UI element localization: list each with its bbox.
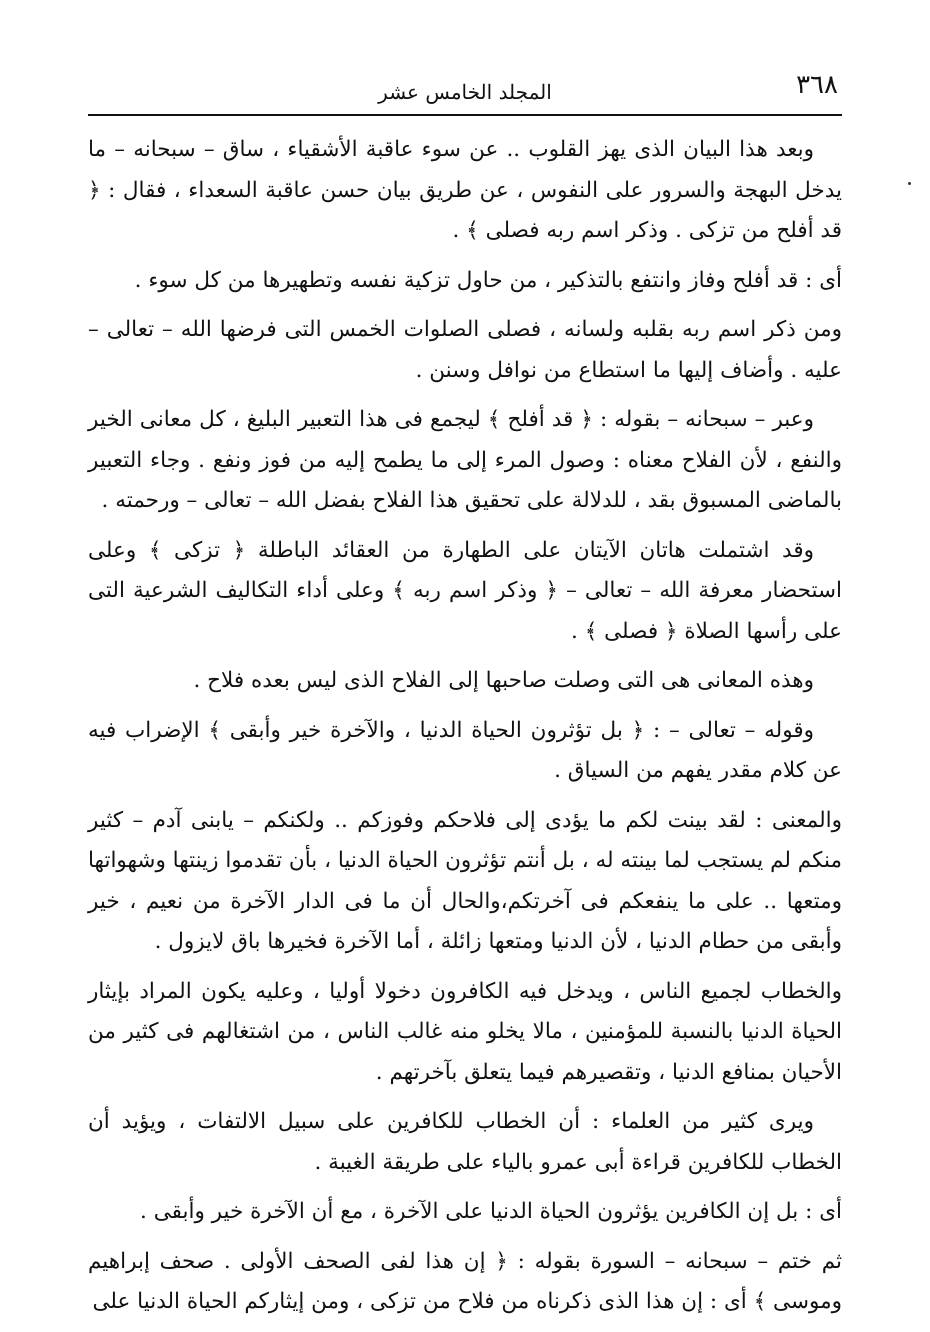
paragraph: ومن ذكر اسم ربه بقلبه ولسانه ، فصلى الصلوات الخمس التى فرضها الله – تعالى – عليه . وأضاف إليها ما استطاع من نوافل وسنن .: [88, 317, 842, 383]
paragraph: وبعد هذا البيان الذى يهز القلوب .. عن سوء عاقبة الأشقياء ، ساق – سبحانه – ما يدخل البهجة والسرور على النفوس ، عن طريق بيان حسن عاقبة السعداء ، فقال : ﴿ قد أفلح من تزكى . وذكر اسم ربه فصلى ﴾ .: [88, 137, 842, 243]
paragraph: ويرى كثير من العلماء : أن الخطاب للكافرين على سبيل الالتفات ، ويؤيد أن الخطاب للكافرين قراءة أبى عمرو بالياء على طريقة الغيبة .: [88, 1109, 842, 1175]
paragraph: وعبر – سبحانه – بقوله : ﴿ قد أفلح ﴾ ليجمع فى هذا التعبير البليغ ، كل معانى الخير والنفع ، لأن الفلاح معناه : وصول المرء إلى ما يطمح إليه من فوز ونفع . وجاء التعبير بالماضى المسبوق بقد ، للدلالة على تحقيق هذا الفلاح بفضل الله – تعالى – ورحمته .: [88, 407, 842, 513]
paragraph: والخطاب لجميع الناس ، ويدخل فيه الكافرون دخولا أوليا ، وعليه يكون المراد بإيثار الحياة الدنيا بالنسبة للمؤمنين ، مالا يخلو منه غالب الناس ، من اشتغالهم فى كثير من الأحيان بمنافع الدنيا ، وتقصيرهم فيما يتعلق بآخرتهم .: [88, 978, 842, 1085]
page-body: [88, 130, 842, 1332]
paragraph: أى : قد أفلح وفاز وانتفع بالتذكير ، من حاول تزكية نفسه وتطهيرها من كل سوء .: [134, 267, 842, 293]
paragraph: ثم ختم – سبحانه – السورة بقوله : ﴿ إن هذا لفى الصحف الأولى . صحف إبراهيم وموسى ﴾ أى : إن هذا الذى ذكرناه من فلاح من تزكى ، ومن إيثاركم الحياة الدنيا على: [88, 1248, 842, 1314]
running-title: المجلد الخامس عشر: [378, 80, 552, 104]
paragraph: والمعنى : لقد بينت لكم ما يؤدى إلى فلاحكم وفوزكم .. ولكنكم – يابنى آدم – كثير منكم لم يستجب لما بينته له ، بل أنتم تؤثرون الحياة الدنيا ، بأن تقدموا زينتها وشهواتها ومتعها .. على ما ينفعكم فى آخرتكم،والحال أن ما فى الدار الآخرة من نعيم ، خير وأبقى من حطام الدنيا ، لأن الدنيا ومتعها زائلة ، أما الآخرة فخيرها باق لايزول .: [88, 807, 842, 954]
page-number: ٣٦٨: [796, 70, 838, 100]
paragraph: وقد اشتملت هاتان الآيتان على الطهارة من العقائد الباطلة ﴿ تزكى ﴾ وعلى استحضار معرفة الله – تعالى – ﴿ وذكر اسم ربه ﴾ وعلى أداء التكاليف الشرعية التى على رأسها الصلاة ﴿ فصلى ﴾ .: [88, 537, 842, 644]
scan-speck: [908, 182, 911, 185]
paragraph: وهذه المعانى هى التى وصلت صاحبها إلى الفلاح الذى ليس بعده فلاح .: [193, 668, 814, 693]
paragraph: وقوله – تعالى – : ﴿ بل تؤثرون الحياة الدنيا ، والآخرة خير وأبقى ﴾ الإضراب فيه عن كلام مقدر يفهم من السياق .: [88, 717, 842, 783]
page-header: [88, 62, 842, 116]
paragraph: أى : بل إن الكافرين يؤثرون الحياة الدنيا على الآخرة ، مع أن الآخرة خير وأبقى .: [140, 1199, 842, 1224]
